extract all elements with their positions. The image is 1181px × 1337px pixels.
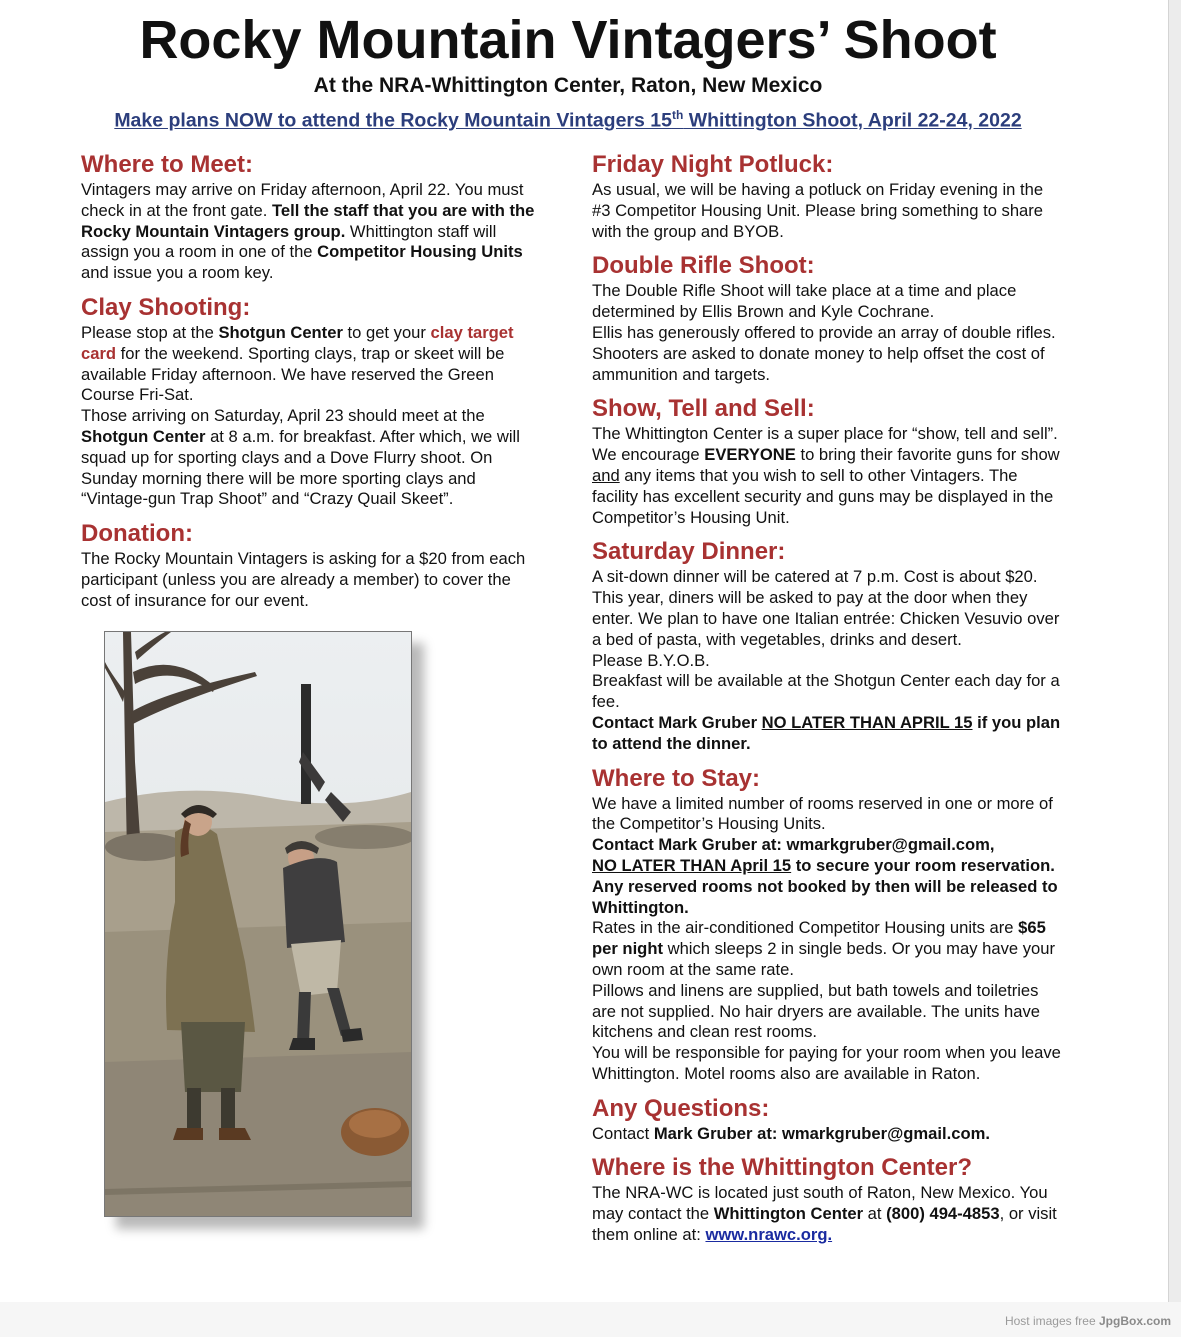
- section-body: A sit-down dinner will be catered at 7 p.m. Cost is about $20. This year, diners will be asked to pay at the door when they enter. We plan to have one Italian entrée: Chicken Vesuvio over a bed of pasta, with vegetables, drinks and desert.: [592, 567, 1060, 649]
- body-text: for the weekend. Sporting clays, trap or skeet will be available Friday afternoon. We have reserved the Green Course Fri-Sat.: [81, 343, 505, 405]
- section-body: Breakfast will be available at the Shotgun Center each day for a fee.: [592, 671, 1060, 712]
- body-bold: if you plan to attend the dinner.: [592, 712, 1061, 753]
- section-body: You will be responsible for paying for your room when you leave Whittington. Motel rooms also are available in Raton.: [592, 1043, 1061, 1083]
- body-text: and issue you a room key.: [81, 263, 274, 283]
- section-body: Pillows and linens are supplied, but bath towels and toiletries are not supplied. No hair dryers are available. The units have kitchens and clean rest rooms.: [592, 980, 1040, 1042]
- deadline-underline: NO LATER THAN APRIL 15: [761, 712, 973, 732]
- section-heading: Donation:: [81, 520, 193, 548]
- section-heading: Any Questions:: [592, 1094, 770, 1122]
- event-photo: [104, 631, 412, 1217]
- section-body: [81, 180, 541, 284]
- section-body: [81, 406, 541, 510]
- body-bold: Whittington Center: [713, 1204, 864, 1224]
- section-body: Please B.Y.O.B.: [592, 650, 710, 670]
- section-body: Ellis has generously offered to provide an array of double rifles. Shooters are asked to donate money to help offset the cost of ammunition and targets.: [592, 322, 1056, 384]
- page-subtitle: At the NRA-Whittington Center, Raton, New Mexico: [313, 74, 823, 97]
- section-where-to-stay: [592, 764, 1062, 1085]
- section-heading: Friday Night Potluck:: [592, 151, 834, 178]
- credit-brand: JpgBox.com: [1098, 1314, 1171, 1328]
- credit-text: Host images free: [1004, 1314, 1099, 1328]
- section-body: [592, 835, 1062, 918]
- section-body: We have a limited number of rooms reserved in one or more of the Competitor’s Housing Units.: [592, 793, 1053, 834]
- body-text: which sleeps 2 in single beds. Or you may have your own room at the same rate.: [592, 939, 1055, 979]
- section-show-tell-sell: [592, 394, 1062, 528]
- body-bold: Competitor Housing Units: [317, 242, 523, 262]
- section-body: [592, 1124, 1062, 1145]
- promo-text-end: Whittington Shoot, April 22-24, 2022: [683, 109, 1022, 132]
- promo-text: Make plans NOW to attend the Rocky Mountain Vintagers 15: [114, 109, 672, 132]
- section-heading: Where is the Whittington Center?: [592, 1154, 972, 1182]
- section-saturday-dinner: [592, 537, 1062, 754]
- body-text: Whittington staff will assign you a room in one of the: [81, 221, 497, 262]
- body-bold: $65 per night: [592, 918, 1046, 959]
- body-text: , or visit them online at:: [592, 1204, 1057, 1245]
- body-bold: Contact Mark Gruber at: wmarkgruber@gmail.com,: [592, 835, 995, 855]
- body-text: any items that you wish to sell to other Vintagers. The facility has excellent security and guns may be displayed in the Competitor’s Housing Unit.: [592, 465, 1054, 527]
- promo-superscript: th: [671, 108, 684, 122]
- page-title: Rocky Mountain Vintagers’ Shoot: [139, 10, 997, 70]
- body-text: Those arriving on Saturday, April 23 should meet at the: [81, 406, 485, 426]
- body-text: to get your: [342, 322, 431, 342]
- vertical-scrollbar[interactable]: [1169, 0, 1181, 1302]
- nrawc-website-link[interactable]: www.nrawc.org.: [705, 1225, 833, 1245]
- section-clay-shooting: [81, 293, 541, 510]
- section-where-to-meet: [81, 150, 541, 284]
- section-body: The Rocky Mountain Vintagers is asking for a $20 from each participant (unless you are already a member) to cover the cost of insurance for our event.: [81, 549, 526, 610]
- body-text: Please stop at the: [81, 322, 219, 342]
- right-column: [592, 150, 1062, 1255]
- body-bold: Tell the staff that you are with the Rocky Mountain Vintagers group.: [81, 200, 535, 241]
- deadline-underline: NO LATER THAN April 15: [592, 855, 792, 875]
- body-text: Contact: [592, 1123, 654, 1143]
- footer-strip: [0, 1302, 1181, 1337]
- left-column: [81, 150, 541, 621]
- section-heading: Saturday Dinner:: [592, 538, 786, 566]
- body-text: The Whittington Center is a super place for “show, tell and sell”. We encourage: [592, 424, 1058, 465]
- section-any-questions: [592, 1094, 1062, 1145]
- body-text: Rates in the air-conditioned Competitor Housing units are: [592, 918, 1019, 938]
- body-text: at: [863, 1204, 887, 1224]
- section-body: [592, 713, 1062, 755]
- promo-line: [0, 101, 1136, 135]
- body-bold: EVERYONE: [704, 445, 796, 465]
- section-heading: Clay Shooting:: [81, 293, 251, 321]
- section-heading: Where to Stay:: [592, 764, 761, 792]
- body-text: at 8 a.m. for breakfast. After which, we will squad up for sporting clays and a Dove Flurry shoot. On Sunday morning there will be more sporting clays and “Vintage-gun Trap Shoot” and “Crazy Quail Skeet”.: [81, 426, 520, 509]
- section-body: As usual, we will be having a potluck on Friday evening in the #3 Competitor Housing Unit. Please bring something to share with the group and BYOB.: [592, 180, 1044, 241]
- section-body: The Double Rifle Shoot will take place at a time and place determined by Ellis Brown and Kyle Cochrane.: [592, 281, 1017, 322]
- shooters-photo-illustration: [105, 632, 411, 1216]
- section-double-rifle: [592, 251, 1062, 385]
- section-donation: [81, 519, 541, 611]
- section-heading: Double Rifle Shoot:: [592, 252, 815, 280]
- host-credit: [1005, 1314, 1171, 1328]
- section-body: [81, 323, 541, 406]
- body-bold: Shotgun Center: [218, 322, 343, 342]
- clay-card-highlight: clay target card: [81, 322, 514, 363]
- body-text: The NRA-WC is located just south of Raton, New Mexico. You may contact the: [592, 1183, 1048, 1224]
- body-bold: Mark Gruber at: wmarkgruber@gmail.com.: [653, 1123, 990, 1143]
- section-where-is-center: [592, 1153, 1062, 1245]
- section-body: [592, 424, 1062, 528]
- section-heading: Show, Tell and Sell:: [592, 395, 815, 423]
- section-heading: Where to Meet:: [81, 151, 254, 178]
- body-bold: Shotgun Center: [81, 426, 206, 446]
- section-body: [592, 918, 1062, 980]
- body-underline: and: [592, 465, 620, 485]
- body-bold: to secure your room reservation. Any reserved rooms not booked by then will be released to Whittington.: [592, 855, 1058, 917]
- body-bold: (800) 494-4853: [886, 1204, 1000, 1224]
- section-body: [592, 1183, 1062, 1245]
- body-text: to bring their favorite guns for show: [795, 445, 1060, 465]
- section-friday-potluck: [592, 150, 1062, 242]
- body-text: Vintagers may arrive on Friday afternoon, April 22. You must check in at the front gate.: [81, 180, 524, 220]
- body-bold: Contact Mark Gruber: [592, 712, 762, 732]
